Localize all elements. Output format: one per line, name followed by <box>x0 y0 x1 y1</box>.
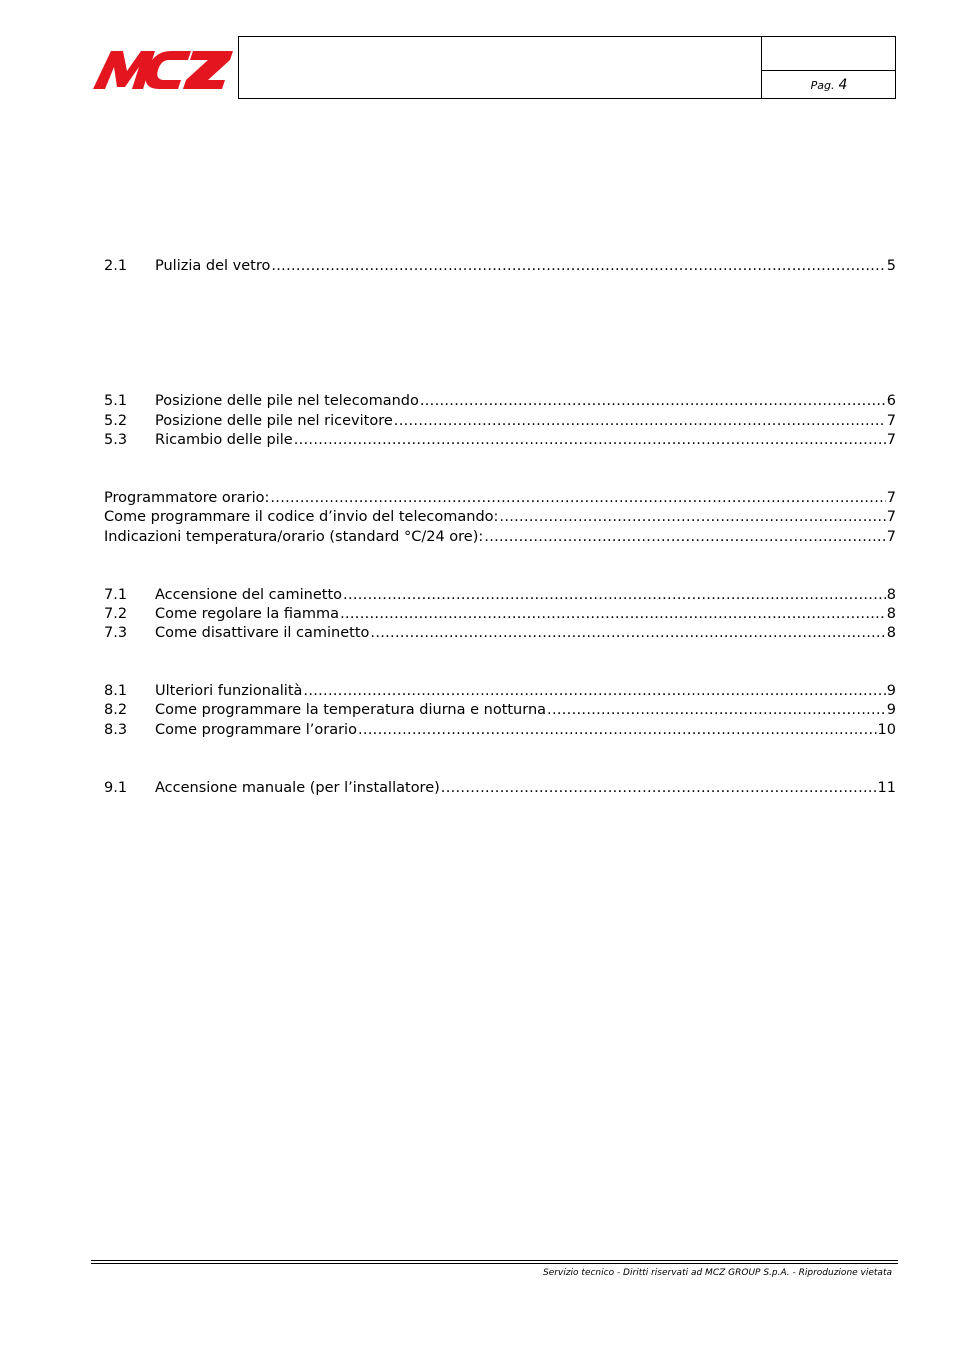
toc-leader-dots <box>303 681 885 701</box>
toc-entry-title: Ulteriori funzionalità <box>155 683 303 699</box>
toc-page-number: 9 <box>886 683 896 699</box>
toc-page-number: 7 <box>886 509 896 525</box>
toc-entry-title: Indicazioni temperatura/orario (standard °C/24 ore): <box>104 529 484 545</box>
footer-rule <box>91 1263 898 1264</box>
mcz-logo-mark <box>93 49 233 91</box>
toc-entry-title: Programmatore orario: <box>104 490 270 506</box>
toc-entry-title: Come programmare l’orario <box>155 722 357 738</box>
toc-page-number: 8 <box>886 606 896 622</box>
toc-entry[interactable] <box>104 778 896 798</box>
toc-leader-dots <box>420 391 886 411</box>
toc-entry-title: Come disattivare il caminetto <box>155 625 370 641</box>
toc-section-number: 7.3 <box>104 625 128 641</box>
toc-leader-dots <box>358 720 877 740</box>
toc-entry[interactable] <box>104 507 896 527</box>
toc-leader-dots <box>270 488 885 508</box>
toc-entry[interactable] <box>104 527 896 547</box>
toc-page-number: 8 <box>886 625 896 641</box>
toc-entry[interactable] <box>104 430 896 450</box>
mcz-logo <box>93 49 233 91</box>
toc-entry-title: Accensione manuale (per l’installatore) <box>155 780 440 796</box>
toc-leader-dots <box>441 778 877 798</box>
toc-page-number: 7 <box>886 432 896 448</box>
toc-page-number: 10 <box>877 722 896 738</box>
toc-section-number: 5.2 <box>104 413 128 429</box>
toc-entry[interactable] <box>104 256 896 276</box>
toc-entry[interactable] <box>104 488 896 508</box>
page-number-cell <box>762 71 896 99</box>
toc-entry-title: Ricambio delle pile <box>155 432 293 448</box>
toc-entry-title: Come programmare il codice d’invio del telecomando: <box>104 509 499 525</box>
toc-leader-dots <box>499 507 885 527</box>
toc-section-number: 7.1 <box>104 587 128 603</box>
footer-rule <box>91 1260 898 1261</box>
toc-entry[interactable] <box>104 604 896 624</box>
toc-entry-title: Accensione del caminetto <box>155 587 343 603</box>
toc-section-number: 2.1 <box>104 258 128 274</box>
toc-page-number: 8 <box>886 587 896 603</box>
toc-leader-dots <box>547 700 886 720</box>
toc-page-number: 7 <box>886 413 896 429</box>
toc-section-number: 5.3 <box>104 432 128 448</box>
toc-entry[interactable] <box>104 623 896 643</box>
page-number: 4 <box>838 77 848 93</box>
toc-entry-title: Posizione delle pile nel ricevitore <box>155 413 393 429</box>
toc-leader-dots <box>294 430 886 450</box>
toc-page-number: 6 <box>886 393 896 409</box>
toc-page-number: 11 <box>877 780 896 796</box>
toc-entry[interactable] <box>104 391 896 411</box>
toc-leader-dots <box>394 411 886 431</box>
toc-section-number: 8.3 <box>104 722 128 738</box>
toc-section-number: 9.1 <box>104 780 128 796</box>
toc-entry[interactable] <box>104 411 896 431</box>
toc-leader-dots <box>370 623 885 643</box>
toc-section-number: 5.1 <box>104 393 128 409</box>
toc-section-number: 8.1 <box>104 683 128 699</box>
footer-copyright: Servizio tecnico - Diritti riservati ad MCZ GROUP S.p.A. - Riproduzione vietata <box>543 1268 892 1278</box>
toc-leader-dots <box>343 585 886 605</box>
toc-leader-dots <box>484 527 885 547</box>
toc-entry[interactable] <box>104 585 896 605</box>
toc-entry[interactable] <box>104 681 896 701</box>
toc-leader-dots <box>271 256 885 276</box>
page-label: Pag. <box>810 78 835 92</box>
toc-entry-title: Pulizia del vetro <box>155 258 271 274</box>
toc-leader-dots <box>340 604 886 624</box>
toc-entry-title: Posizione delle pile nel telecomando <box>155 393 419 409</box>
toc-entry-title: Come programmare la temperatura diurna e notturna <box>155 702 547 718</box>
toc-page-number: 5 <box>886 258 896 274</box>
toc-entry-title: Come regolare la fiamma <box>155 606 340 622</box>
toc-section-number: 7.2 <box>104 606 128 622</box>
toc-page-number: 9 <box>886 702 896 718</box>
toc-page-number: 7 <box>886 490 896 506</box>
toc-section-number: 8.2 <box>104 702 128 718</box>
toc-entry[interactable] <box>104 700 896 720</box>
toc-entry[interactable] <box>104 720 896 740</box>
toc-page-number: 7 <box>886 529 896 545</box>
